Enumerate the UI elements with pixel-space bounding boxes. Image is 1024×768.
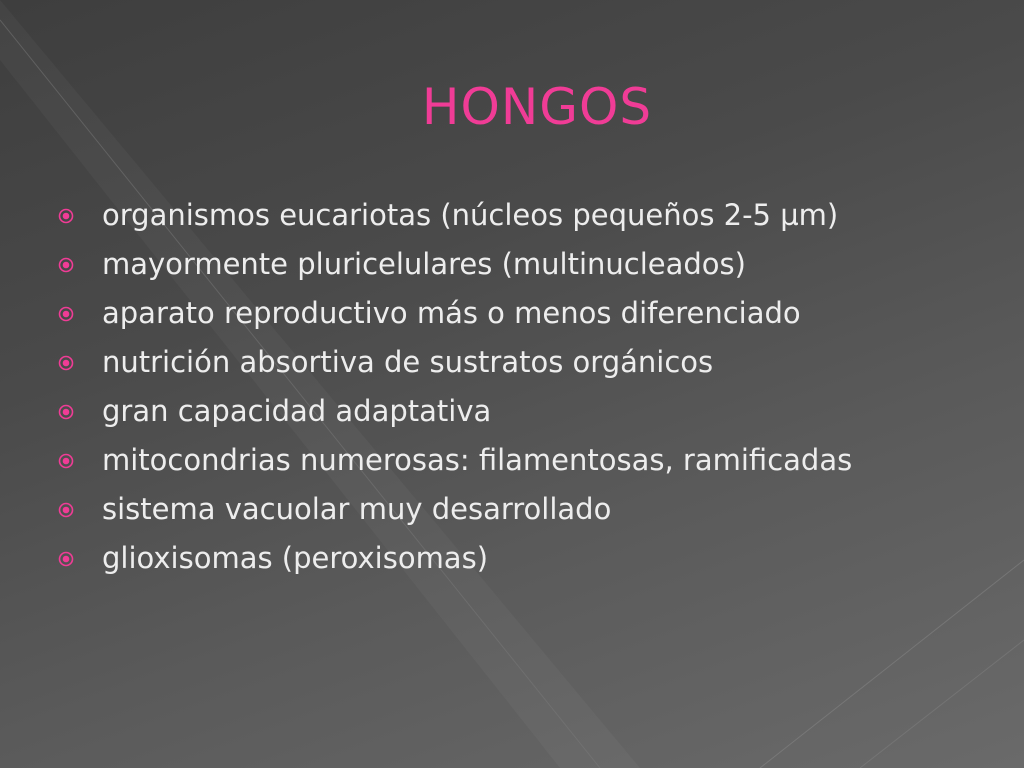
bullet-text: gran capacidad adaptativa	[102, 394, 492, 428]
bullet-text: aparato reproductivo más o menos diferenciado	[102, 296, 801, 330]
bullet-text: mitocondrias numerosas: filamentosas, ramificadas	[102, 443, 853, 477]
bullet-text: organismos eucariotas (núcleos pequeños 2-5 µm)	[102, 198, 839, 232]
bullet-text: sistema vacuolar muy desarrollado	[102, 492, 612, 526]
bullet-item	[58, 294, 958, 333]
bullet-text: nutrición absortiva de sustratos orgánicos	[102, 345, 714, 379]
circled-dot-icon	[58, 551, 74, 567]
circled-dot-icon	[58, 355, 74, 371]
slide-title: HONGOS	[421, 78, 653, 136]
circled-dot-icon	[58, 502, 74, 518]
bullet-item	[58, 490, 958, 529]
bullet-item	[58, 441, 958, 480]
circled-dot-icon	[58, 404, 74, 420]
bullet-item	[58, 539, 958, 578]
bullet-text: glioxisomas (peroxisomas)	[102, 541, 489, 575]
bullet-text: mayormente pluricelulares (multinucleados)	[102, 247, 746, 281]
circled-dot-icon	[58, 257, 74, 273]
bullet-item	[58, 343, 958, 382]
bullet-item	[58, 196, 958, 235]
bullet-item	[58, 392, 958, 431]
bullet-list	[58, 196, 958, 588]
circled-dot-icon	[58, 306, 74, 322]
circled-dot-icon	[58, 208, 74, 224]
bullet-item	[58, 245, 958, 284]
circled-dot-icon	[58, 453, 74, 469]
